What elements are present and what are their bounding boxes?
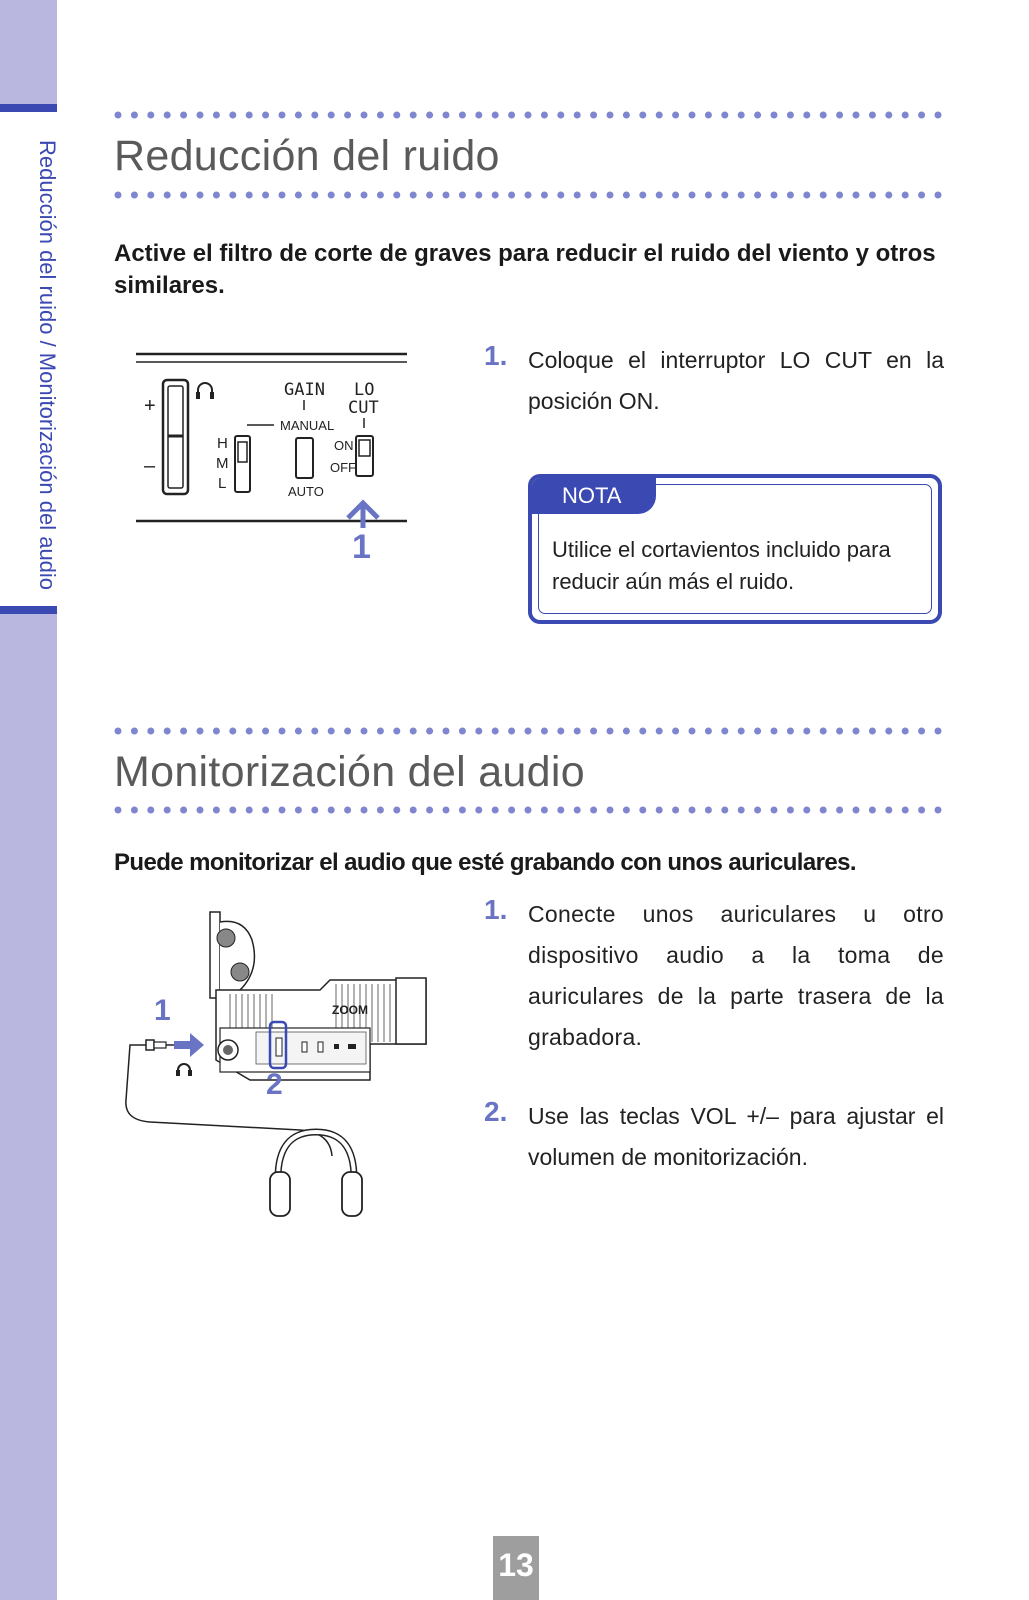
step-number: 1. [484,894,508,925]
recorder-body [216,978,426,1080]
sidebar-marker-top [0,104,57,112]
headphones-illustration [270,1132,362,1216]
step-number: 1. [484,340,508,371]
step-number: 2. [484,1096,508,1127]
gain-switch [296,438,313,478]
sidebar-marker-bottom [0,606,57,614]
right-arrow-icon [174,1033,204,1057]
section-title-noise-reduction: Reducción del ruido [114,132,500,180]
headphone-icon [196,383,214,399]
note-box [528,474,942,624]
lo-cut-switch [356,436,373,476]
lo-cut-switch-diagram [134,350,409,565]
dotted-rule [114,806,944,814]
gain-auto-label: AUTO [288,484,324,499]
mic-level-l-label: L [218,475,227,492]
mic-level-m-label: M [216,455,229,472]
section-title-audio-monitoring: Monitorización del audio [114,748,585,796]
dotted-rule [114,191,944,199]
step-text: Use las teclas VOL +/– para ajustar el volumen de monitorización. [528,1103,944,1170]
page-number: 13 [493,1536,539,1600]
callout-number-1: 1 [154,994,171,1027]
callout-number: 1 [352,528,371,565]
vol-plus-label: + [144,395,156,417]
headphone-plug [146,1040,174,1050]
dotted-rule [114,727,944,735]
headphone-connection-diagram [120,910,440,1230]
step-text: Coloque el interruptor LO CUT en la posición ON. [528,347,944,414]
cut-label: CUT [348,398,379,418]
lo-cut-off-label: OFF [330,460,356,475]
note-text: Utilice el cortavientos incluido para reducir aún más el ruido. [552,537,891,594]
vol-minus-label: – [144,455,156,477]
dotted-rule [114,111,944,119]
volume-rocker [163,380,188,494]
callout-number-2: 2 [266,1068,283,1101]
gain-label: GAIN [284,380,325,400]
up-arrow-icon [348,503,378,528]
mic-level-h-label: H [217,435,228,452]
lo-cut-on-label: ON [334,438,354,453]
lo-label: LO [354,380,375,400]
section-lead-audio-monitoring: Puede monitorizar el audio que esté grabando con unos auriculares. [114,849,856,876]
mic-level-switch [235,436,250,492]
headphone-icon [176,1064,192,1076]
mic-capsule [210,912,254,998]
section-lead-noise-reduction: Active el filtro de corte de graves para reducir el ruido del viento y otros similares. [114,240,936,299]
note-tab: NOTA [532,478,656,514]
gain-manual-label: MANUAL [280,418,335,433]
step-text: Conecte unos auriculares u otro dispositivo audio a la toma de auriculares de la parte trasera de la grabadora. [528,901,944,1050]
sidebar-section-label: Reducción del ruido / Monitorización del audio [35,140,60,591]
brand-logo: ZOOM [332,1003,368,1017]
